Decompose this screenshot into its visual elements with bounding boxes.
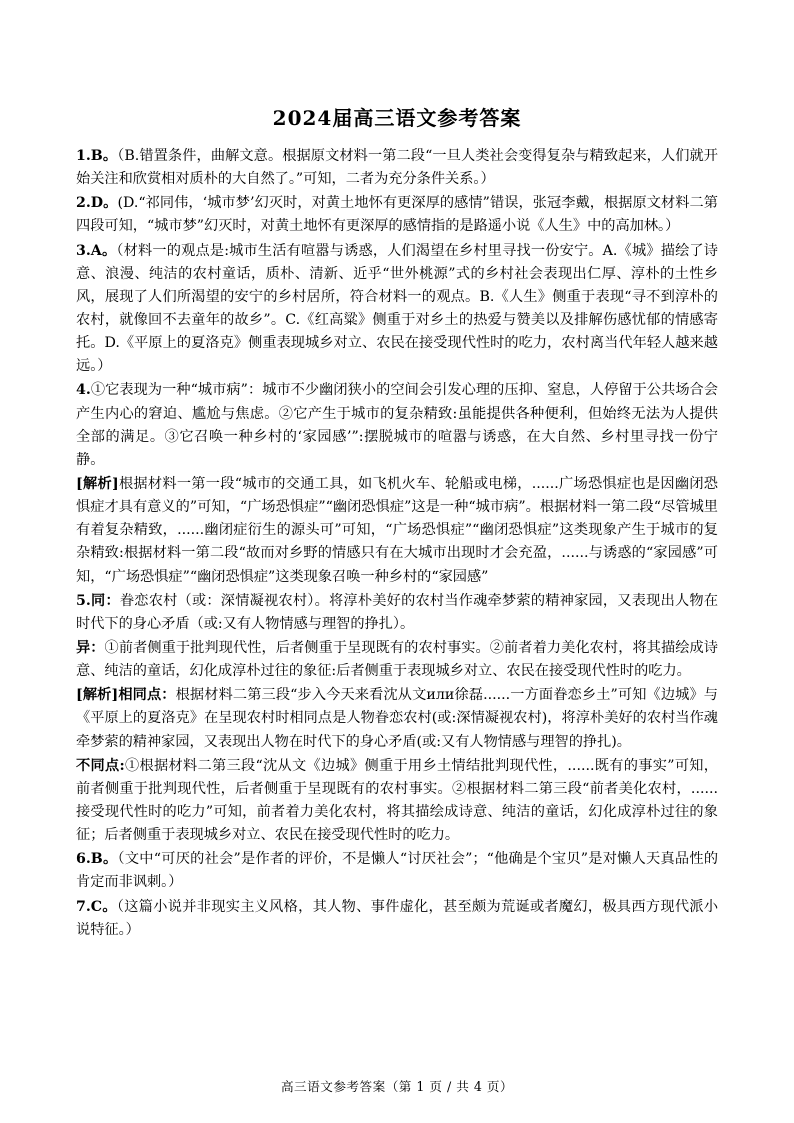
answer-text: （B.错置条件，曲解文意。根据原文材料一第二段“一旦人类社会变得复杂与精致起来，人们就开始关注和欣赏相对质朴的大自然了。”可知，二者为充分条件关系。） — [76, 148, 718, 188]
analysis-tag: 不同点: — [76, 757, 125, 774]
answer-text: （文中“可厌的社会”是作者的评价，不是懒人“讨厌社会”；“他确是个宝贝”是对懒人天真品性的肯定而非讽刺。） — [76, 851, 719, 891]
answer-text: （这篇小说并非现实主义风格，其人物、事件虚化，甚至颇为荒诞或者魔幻，极具西方现代派小说特征。） — [76, 898, 719, 938]
answer-number: 6.B。 — [76, 851, 118, 868]
answer-text: （材料一的观点是:城市生活有喧嚣与诱惑，人们渴望在乡村里寻找一份安宁。A.《城》描绘了诗意、浪漫、纯洁的农村童话，质朴、清新、近乎“世外桃源”式的乡村社会表现出仁厚、淳朴的土性乡风，展现了人们所渴望的安宁的乡村居所，符合材料一的观点。B.《人生》侧重于表现“寻不到淳朴的农村，就像回不去童年的故乡”。C.《红高粱》侧重于对乡土的热爱与赞美以及排解伤感忧郁的情感寄托。D.《平原上的夏洛克》侧重表现城乡对立、农民在接受现代性时的吃力，农村离当代年轻人越来越远。） — [76, 242, 718, 375]
answer-item — [76, 637, 718, 683]
answer-item — [76, 240, 718, 379]
answer-number: 1.B。 — [76, 148, 118, 164]
answer-item — [76, 192, 718, 238]
answer-item — [76, 379, 718, 472]
answer-item — [76, 145, 718, 191]
analysis-text: ①根据材料二第三段“沈从文《边城》侧重于用乡土情结批判现代性，......既有的事实”可知，前者侧重于批判现代性，后者侧重于呈现既有的农村事实。②根据材料二第三段“前者美化农村，......接受现代性时的吃力”可知，前者着力美化农村，将其描绘成诗意、纯洁的童话，幻化成淳朴过往的象征；后者侧重于表现城乡对立、农民在接受现代性时的吃力。 — [76, 757, 718, 844]
analysis-text: 根据材料一第一段“城市的交通工具，如飞机火车、轮船或电梯，......广场恐惧症也是因幽闭恐惧症才具有意义的”可知，“广场恐惧症”“幽闭恐惧症”这是一种“城市病”。根据材料一第二段“尽管城里有着复杂精致，......幽闭症衍生的源头可”可知，“广场恐惧症”“幽闭恐惧症”这类现象产生于城市的复杂精致:根据材料一第二段“故而对乡野的情感只有在大城市出现时才会充盈，......与诱惑的“家园感”可知，“广场恐惧症”“幽闭恐惧症”这类现象召唤一种乡村的“家园感” — [76, 475, 718, 585]
page-title: 2024届高三语文参考答案 — [272, 106, 522, 130]
analysis-text: 根据材料二第三段“步入今天来看沈从文или徐磊......一方面眷恋乡土”可知《边城》与《平原上的夏洛克》在呈现农村时相同点是人物眷恋农村(或:深情凝视农村)，将淳朴美好的农村当作魂牵梦萦的精神家园，又表现出人物在时代下的身心矛盾(或:又有人物情感与理智的挣扎)。 — [76, 687, 718, 750]
answer-text: ①前者侧重于批判现代性，后者侧重于呈现既有的农村事实。②前者着力美化农村，将其描绘成诗意、纯洁的童话，幻化成淳朴过往的象征:后者侧重于表现城乡对立、农民在接受现代性时的吃力。 — [76, 639, 718, 680]
answer-text: ①它表现为一种“城市病”：城市不少幽闭狭小的空间会引发心理的压抑、窒息，人停留于公共场合会产生内心的窘迫、尴尬与焦虑。②它产生于城市的复杂精致:虽能提供各种便利，但始终无法为人提供全部的满足。③它召唤一种乡村的‘家园感’”:摆脱城市的喧嚣与诱惑，在大自然、乡村里寻找一份宁静。 — [76, 382, 718, 468]
analysis-tag: [解析] — [76, 475, 119, 492]
answer-number: 异： — [76, 639, 105, 656]
answer-number: 3.A。 — [76, 242, 117, 259]
analysis-item — [76, 684, 718, 753]
answer-number: 5.同： — [76, 592, 120, 609]
answer-text: 眷恋农村（或：深情凝视农村）。将淳朴美好的农村当作魂牵梦萦的精神家园，又表现出人物在时代下的身心矛盾（或:又有人物情感与理智的挣扎）。 — [76, 592, 719, 632]
page-footer: 高三语文参考答案（第 1 页 / 共 4 页） — [280, 1079, 514, 1094]
analysis-tag: [解析]相同点： — [76, 687, 176, 704]
answer-item — [76, 590, 718, 636]
answer-number: 7.C。 — [76, 898, 117, 915]
answer-item — [76, 848, 718, 894]
answers-body — [76, 145, 718, 942]
answer-item — [76, 896, 718, 942]
analysis-item — [76, 473, 718, 589]
analysis-item — [76, 755, 718, 848]
answer-text: (D.“祁同伟，‘城市梦’幻灭时，对黄土地怀有更深厚的感情”错误，张冠李戴，根据原文材料二第四段可知，“城市梦”幻灭时，对黄土地怀有更深厚的感情指的是路遥小说《人生》中的高加林。） — [76, 195, 718, 235]
answer-number: 4. — [76, 382, 91, 399]
answer-number: 2.D。 — [76, 195, 118, 212]
